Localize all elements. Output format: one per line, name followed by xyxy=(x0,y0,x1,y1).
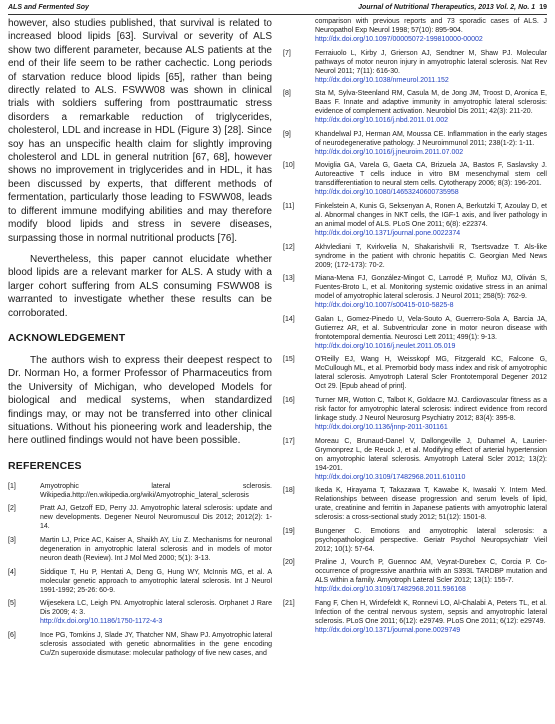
reference-item xyxy=(283,202,547,238)
reference-number: [13] xyxy=(283,275,295,283)
reference-text: Siddique T, Hu P, Hentati A, Deng G, Hung WY, McInnis MG, et al. A molecular genetic approach to amyotrophic lateral sclerosis. Int J Neurol 1991-1992; 25-26: 60-9. xyxy=(40,568,272,594)
reference-item xyxy=(283,396,547,432)
reference-item xyxy=(8,482,272,500)
running-title: ALS and Fermented Soy xyxy=(8,4,89,11)
reference-text: Finkelstein A, Kunis G, Seksenyan A, Ronen A, Berkutzki T, Azoulay D, et al. Abnormal changes in NKT cells, the IGF-1 axis, and liver pathology in an animal model of ALS. PLoS One 2011; 6(8): e22374. xyxy=(315,202,547,228)
reference-continuation xyxy=(283,17,547,44)
reference-doi-link[interactable]: http://dx.doi.org/10.1371/journal.pone.0029749 xyxy=(315,626,461,634)
reference-item xyxy=(283,89,547,125)
journal-info xyxy=(358,4,547,11)
left-column xyxy=(8,17,272,662)
reference-text: Amyotrophic lateral sclerosis. Wikipedia.http://en.wikipedia.org/wiki/Amyotrophic_lateral_sclerosis xyxy=(40,482,272,499)
reference-item xyxy=(283,486,547,522)
reference-number: [6] xyxy=(8,631,16,639)
reference-item xyxy=(8,599,272,626)
reference-number: [17] xyxy=(283,437,295,445)
reference-item xyxy=(283,599,547,635)
reference-text: Wijesekera LC, Leigh PN. Amyotrophic lateral sclerosis. Orphanet J Rare Dis 2009; 4: 3. xyxy=(40,600,272,617)
header-rule xyxy=(8,14,547,15)
reference-doi-link[interactable]: http://dx.doi.org/10.1038/nrneurol.2011.152 xyxy=(315,76,449,84)
right-column xyxy=(283,17,547,640)
reference-text: O'Reilly EJ, Wang H, Weisskopf MG, Fitzgerald KC, Falcone G, McCullough ML, et al. Premorbid body mass index and risk of amyotrophic lateral sclerosis. Amyotroph Lateral Scler Frontotemporal Degener 2012 Oct 29. [Epub ahead of print]. xyxy=(315,356,547,391)
running-header xyxy=(8,4,547,14)
reference-text: Ferraiuolo L, Kirby J, Grierson AJ, Sendtner M, Shaw PJ. Molecular pathways of motor neuron injury in amyotrophic lateral sclerosis. Nat Rev Neurol 2011; 7(11): 616-30. xyxy=(315,49,547,75)
reference-item xyxy=(283,437,547,482)
reference-text: Galan L, Gomez-Pinedo U, Vela-Souto A, Guerrero-Sola A, Barcia JA, Gutierrez AR, et al. Subventricular zone in motor neuron disease with frontotemporal dementia. Neurosci Lett 2011; 499(1): 9-13. xyxy=(315,315,547,341)
reference-text: Moreau C, Brunaud-Danel V, Dallongeville J, Duhamel A, Laurier-Grymonprez L, de Reuck J, et al. Modifying effect of arterial hypertension on amyotrophic lateral sclerosis. Amyotroph Lateral Scler 2012; 13(2): 194-201. xyxy=(315,437,547,472)
acknowledgement-text: The authors wish to express their deepest respect to Dr. Norman Ho, a former Professor of Pharmaceutics from the University of Michigan, who developed Models for biological and medical systems, when standardized findings may, or may not be transferred into other clinical situations. Without his pioneering work and leadership, the here outlined findings would not have been possible. xyxy=(8,354,272,447)
reference-text: Turner MR, Wotton C, Talbot K, Goldacre MJ. Cardiovascular fitness as a risk factor for amyotrophic lateral sclerosis: indirect evidence from record linkage study. J Neurol Neurosurg Psychiatry 2012; 83(4): 395-8. xyxy=(315,396,547,422)
reference-continuation-doi-link[interactable]: http://dx.doi.org/10.1097/00005072-199810000-00002 xyxy=(315,36,483,43)
reference-number: [7] xyxy=(283,49,291,57)
reference-number: [18] xyxy=(283,487,295,495)
reference-item xyxy=(8,568,272,595)
reference-doi-link[interactable]: http://dx.doi.org/10.1186/1750-1172-4-3 xyxy=(40,618,163,626)
reference-number: [10] xyxy=(283,162,295,170)
reference-text: Praline J, Vourc'h P, Guennoc AM, Veyrat-Durebex C, Corcia P. Co-occurrence of progressive anarthria with an S393L TARDBP mutation and ALS within a family. Amyotroph Lateral Scler 2012; 13(1): 155-7. xyxy=(315,559,547,585)
reference-text: Ikeda K, Hirayama T, Takazawa T, Kawabe K, Iwasaki Y. Intern Med. Relationships between disease progression and serum levels of lipid, urate, creatinine and ferritin in Japanese patients with amyotrophic lateral sclerosis: a cross-sectional study 2012; 51(12): 1501-8. xyxy=(315,487,547,522)
reference-item xyxy=(283,130,547,157)
reference-doi-link[interactable]: http://dx.doi.org/10.1016/j.jneuroim.2011.07.002 xyxy=(315,148,464,156)
reference-text: Miana-Mena FJ, González-Mingot C, Larrodé P, Muñoz MJ, Oliván S, Fuentes-Broto L, et al. Monitoring systemic oxidative stress in an animal model of amyotrophic lateral sclerosis. J Neurol 2011; 258(5): 762-9. xyxy=(315,275,547,301)
reference-text: Sta M, Sylva-Steenland RM, Casula M, de Jong JM, Troost D, Aronica E, Baas F. Innate and adaptive immunity in amyotrophic lateral sclerosis: evidence of complement activation. Neurobiol Dis 2011; 42(3): 211-20. xyxy=(315,90,547,116)
reference-doi-link[interactable]: http://dx.doi.org/10.1136/jnnp-2011-301161 xyxy=(315,423,448,431)
reference-doi-link[interactable]: http://dx.doi.org/10.3109/17482968.2011.596168 xyxy=(315,586,466,594)
page-number: 19 xyxy=(539,4,547,11)
reference-item xyxy=(283,315,547,351)
reference-item xyxy=(283,558,547,594)
references-heading: REFERENCES xyxy=(8,459,82,472)
reference-item xyxy=(8,631,272,658)
reference-item xyxy=(283,274,547,310)
body-paragraph-1: however, also studies published, that survival is related to increased blood lipids [63]. Survival or severity of ALS show two different parameter, because ALS patients at the end of their life seem to be rather cachectic. Long periods of starvation reduce blood lipids [65], rather than being directly related to ALS. FSWW08 was shown in clinical trials with soldiers suffering from posttraumatic stress disorders a remarkable reduction of triglycerides, cholesterol, LDL and increase in HDL (Figure 3) [28]. Since soy has an unspecific health claim for slightly improving cholesterol and LDL in general nutrition [67, 68], however shows no improvement in triglycerides and in HDL, it has been discussed by experts, that different methods of fermentation, particularly those leading to FSWW08, leads to different immune modifying abilities and may therefore modify blood lipids and stress in severe diseases, surpassing those in normal nutritional products [76]. xyxy=(8,18,272,244)
reference-item xyxy=(8,536,272,563)
reference-continuation-text: comparison with previous reports and 73 sporadic cases of ALS. J Neuropathol Exp Neurol 1998; 57(10): 895-904. xyxy=(315,18,547,34)
reference-number: [1] xyxy=(8,482,16,490)
reference-item xyxy=(8,504,272,531)
reference-number: [9] xyxy=(283,130,291,138)
reference-number: [14] xyxy=(283,315,295,323)
reference-list-right xyxy=(283,49,547,635)
reference-text: Martin LJ, Price AC, Kaiser A, Shaikh AY, Liu Z. Mechanisms for neuronal degeneration in amyotrophic lateral sclerosis and in models of motor neuron death (Review). Int J Mol Med 2000; 5(1): 3-13. xyxy=(40,536,272,562)
journal-name: Journal of Nutritional Therapeutics, 2013 Vol. 2, No. 1 xyxy=(358,4,536,11)
reference-doi-link[interactable]: http://dx.doi.org/10.1080/14653240600735958 xyxy=(315,189,459,197)
reference-number: [16] xyxy=(283,396,295,404)
reference-number: [12] xyxy=(283,243,295,251)
reference-number: [4] xyxy=(8,568,16,576)
reference-text: Fang F, Chen H, Wirdefeldt K, Ronnevi LO, Al-Chalabi A, Peters TL, et al. Infection of the central nervous system, sepsis and amyotrophic lateral sclerosis. PLoS One 2011; 6(12): e29749. PLoS One 2011; 6(12): e29749. xyxy=(315,599,547,625)
reference-item xyxy=(283,355,547,391)
reference-number: [11] xyxy=(283,202,295,210)
reference-doi-link[interactable]: http://dx.doi.org/10.3109/17482968.2011.610110 xyxy=(315,473,466,481)
reference-list-left xyxy=(8,482,272,658)
reference-number: [5] xyxy=(8,600,16,608)
reference-doi-link[interactable]: http://dx.doi.org/10.1007/s00415-010-5825-8 xyxy=(315,302,454,310)
reference-number: [21] xyxy=(283,599,295,607)
reference-text: Moviglia GA, Varela G, Gaeta CA, Brizuela JA, Bastos F, Saslavsky J. Autoreactive T cells induce in vitro BM mesenchymal stem cell transdifferentiation to neural stem cells. Cytotherapy 2006; 8(3): 196-201. xyxy=(315,162,547,188)
reference-item xyxy=(283,527,547,554)
reference-number: [19] xyxy=(283,527,295,535)
acknowledgement-heading: ACKNOWLEDGEMENT xyxy=(8,331,126,344)
reference-item xyxy=(283,49,547,85)
reference-item xyxy=(283,161,547,197)
reference-text: Ince PG, Tomkins J, Slade JY, Thatcher NM, Shaw PJ. Amyotrophic lateral sclerosis associated with genetic abnormalities in the gene encoding Cu/Zn superoxide dismutase: molecular pathology of five new cases, and xyxy=(40,631,272,657)
reference-doi-link[interactable]: http://dx.doi.org/10.1371/journal.pone.0022374 xyxy=(315,229,461,237)
reference-item xyxy=(283,243,547,270)
reference-doi-link[interactable]: http://dx.doi.org/10.1016/j.nbd.2011.01.002 xyxy=(315,117,448,125)
reference-text: Bungener C. Emotions and amyotrophic lateral sclerosis: a psychopathological perspective. Geriatr Psychol Neuropsychiatr Vieil 2012; 10(1): 57-64. xyxy=(315,527,547,553)
reference-text: Akhvlediani T, Kvirkvelia N, Shakarishvili R, Tsertsvadze T. Als-like syndrome in the patient with chronic hepatitis C. Georgian Med News 2009; (172-173): 70-2. xyxy=(315,243,547,269)
body-paragraph-2: Nevertheless, this paper cannot elucidate whether blood lipids are a relevant marker for ALS. A study with a larger cohort suffering from ALS consuming FSWW08 is warranted to investigate whether these results can be corroborated. xyxy=(8,253,272,319)
reference-text: Khandelwal PJ, Herman AM, Moussa CE. Inflammation in the early stages of neurodegenerative pathology. J Neuroimmunol 2011; 238(1-2): 1-11. xyxy=(315,130,547,147)
reference-number: [15] xyxy=(283,356,295,364)
reference-number: [20] xyxy=(283,559,295,567)
reference-text: Pratt AJ, Getzoff ED, Perry JJ. Amyotrophic lateral sclerosis: update and new developments. Degener Neurol Neuromuscul Dis 2012; 2012(2): 1-14. xyxy=(40,505,272,531)
reference-number: [3] xyxy=(8,536,16,544)
reference-number: [8] xyxy=(283,90,291,98)
reference-number: [2] xyxy=(8,505,16,513)
reference-doi-link[interactable]: http://dx.doi.org/10.1016/j.neulet.2011.05.019 xyxy=(315,342,456,350)
